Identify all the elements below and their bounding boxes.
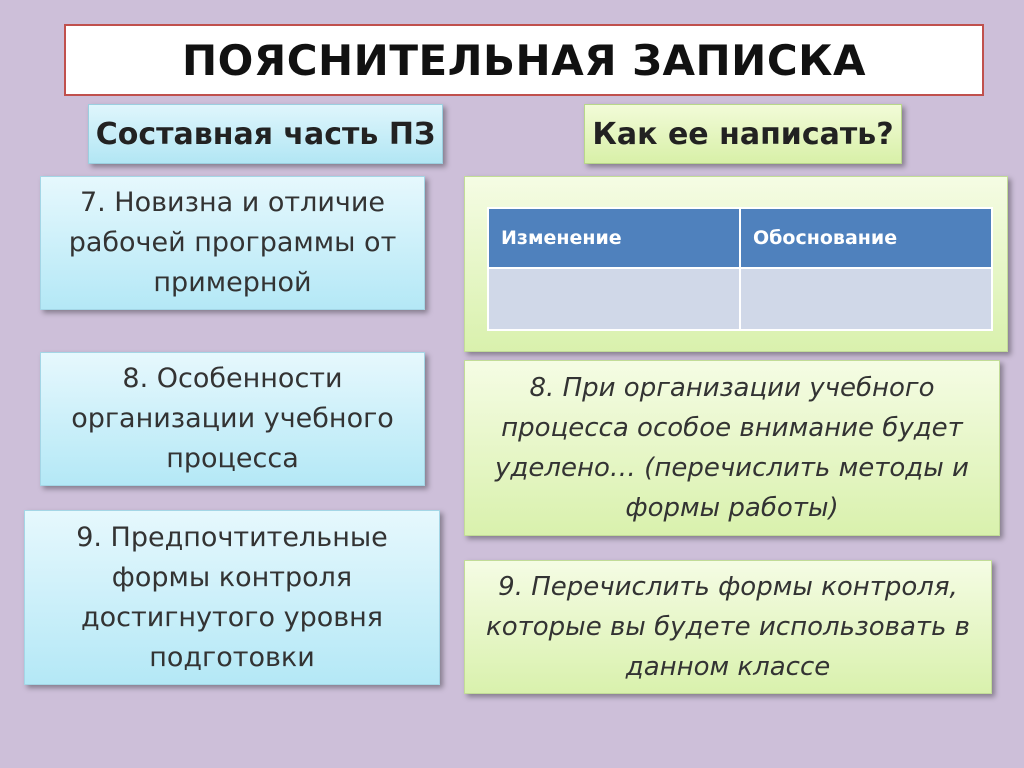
card-item-8-text: 8. Особенности организации учебного процесса xyxy=(71,363,394,474)
howto-card-9-text: 9. Перечислить формы контроля, которые вы будете использовать в данном классе xyxy=(486,572,970,682)
card-item-9 xyxy=(24,510,440,685)
card-item-7-text: 7. Новизна и отличие рабочей программы от примерной xyxy=(68,187,397,298)
table-cell xyxy=(488,268,740,330)
column-header-justification: Обоснование xyxy=(740,208,992,268)
right-column-header: Как ее написать? xyxy=(584,104,902,164)
card-item-7 xyxy=(40,176,425,310)
howto-card-8 xyxy=(464,360,1000,536)
howto-card-8-text: 8. При организации учебного процесса особое внимание будет уделено… (перечислить методы и формы работы) xyxy=(495,373,969,523)
howto-card-9 xyxy=(464,560,992,694)
column-header-change: Изменение xyxy=(488,208,740,268)
changes-table xyxy=(487,207,993,331)
slide-title: ПОЯСНИТЕЛЬНАЯ ЗАПИСКА xyxy=(64,24,984,96)
table-header-row xyxy=(488,208,992,268)
card-item-9-text: 9. Предпочтительные формы контроля достигнутого уровня подготовки xyxy=(76,521,388,673)
table-row xyxy=(488,268,992,330)
table-cell xyxy=(740,268,992,330)
card-item-8 xyxy=(40,352,425,486)
changes-table-card xyxy=(464,176,1008,352)
left-column-header: Составная часть ПЗ xyxy=(88,104,443,164)
